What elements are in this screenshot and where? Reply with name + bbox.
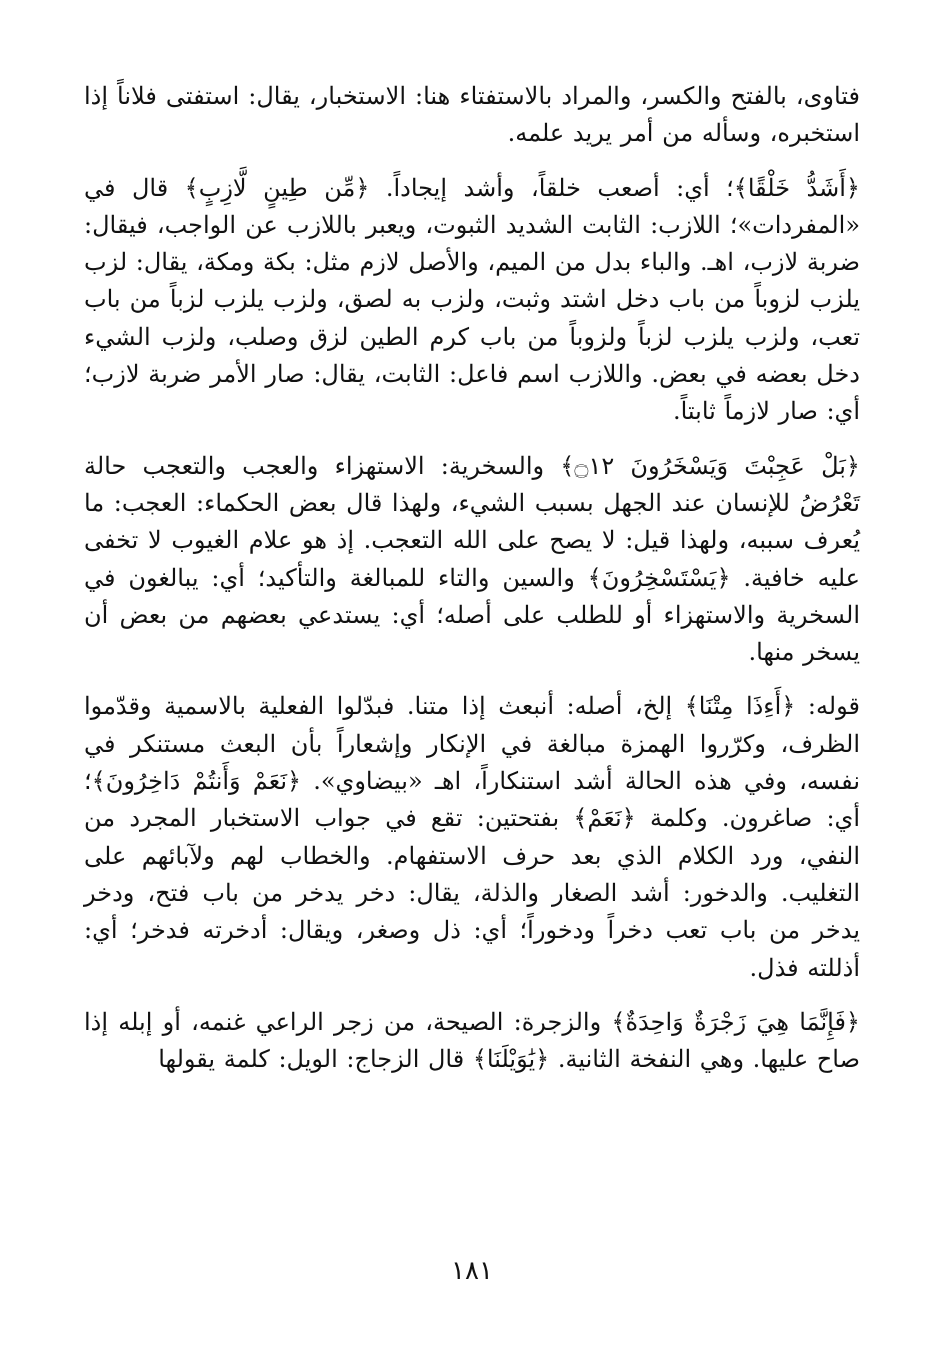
paragraph-sukhriya: ﴿بَلْ عَجِبْتَ وَيَسْخَرُونَ ۝١٢﴾ والسخرية: الاستهزاء والعجب والتعجب حالة تَعْرُضُ للإنسان عند الجهل بسبب الشيء، ولهذا قال بعض الحكماء: العجب: ما يُعرف سببه، ولهذا قيل: لا يصح على الله التعجب. إذ هو علام الغيوب لا تخفى عليه خافية. ﴿يَسْتَسْخِرُونَ﴾ والسين والتاء للمبالغة والتأكيد؛ أي: يبالغون في السخرية والاستهزاء أو للطلب على أصله؛ أي: يستدعي بعضهم من بعض أن يسخر منها. [84,451,861,667]
page-body [84,78,860,1095]
page-number: ١٨١ [451,1256,493,1286]
paragraph-fatawa: فتاوى، بالفتح والكسر، والمراد بالاستفتاء هنا: الاستخبار، يقال: استفتى فلاناً إذا استخبره، وسأله من أمر يريد علمه. [84,82,860,148]
paragraph-lazib: ﴿أَشَدُّ خَلْقًا﴾؛ أي: أصعب خلقاً، وأشد إيجاداً. ﴿مِّن طِينٍ لَّازِبٍ﴾ قال في «المفردات»؛ اللازب: الثابت الشديد الثبوت، ويعبر باللازب عن الواجب، فيقال: ضربة لازب، اهـ. والباء بدل من الميم، والأصل لازم مثل: بكة ومكة، يقال: لزب يلزب لزوباً من باب دخل اشتد وثبت، ولزب به لصق، ولزب يلزب لزباً من باب تعب، ولزب يلزب لزباً ولزوباً من باب كرم الطين لزق وصلب، ولزب الشيء دخل بعضه في بعض. واللازب اسم فاعل: الثابت، يقال: صار الأمر ضربة لازب؛ أي: صار لازماً ثابتاً. [84,173,860,426]
paragraph-a-idha-mitna: قوله: ﴿أَءِذَا مِتْنَا﴾ إلخ، أصله: أنبعث إذا متنا. فبدّلوا الفعلية بالاسمية وقدّموا الظرف، وكرّروا الهمزة مبالغة في الإنكار وإشعاراً بأن البعث مستنكر في نفسه، وفي هذه الحالة أشد استنكاراً، اهـ «بيضاوي». ﴿نَعَمْ وَأَنتُمْ دَاخِرُونَ﴾؛ أي: صاغرون. وكلمة ﴿نَعَمْ﴾ بفتحتين: تقع في جواب الاستخبار المجرد من النفي، ورد الكلام الذي بعد حرف الاستفهام. والخطاب لهم ولآبائهم على التغليب. والدخور: أشد الصغار والذلة، يقال: دخر يدخر من باب فتح، ودخر يدخر من باب تعب دخراً ودخوراً؛ أي: ذل وصغر، ويقال: أدخرته فدخر؛ أي: أذللته فذل. [84,692,861,982]
paragraph-zajra: ﴿فَإِنَّمَا هِيَ زَجْرَةٌ وَاحِدَةٌ﴾ والزجرة: الصيحة، من زجر الراعي غنمه، أو إبله إذا صاح عليها. وهي النفخة الثانية. ﴿يَٰوَيْلَنَا﴾ قال الزجاج: الويل: كلمة يقولها [84,1007,860,1074]
